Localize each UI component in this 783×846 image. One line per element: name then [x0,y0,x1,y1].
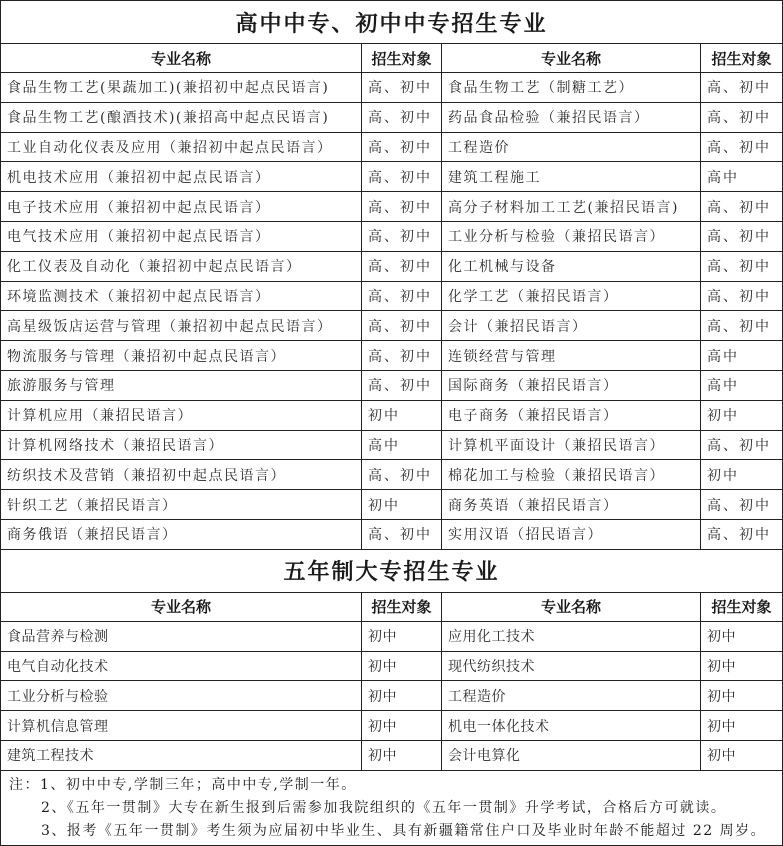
notes-row [1,770,783,845]
target-cell: 高、初中 [701,102,783,132]
major-name-cell: 电气自动化技术 [1,651,362,681]
header-target: 招生对象 [701,44,783,73]
section2-title-row [1,549,783,592]
major-name-cell: 物流服务与管理（兼招初中起点民语言） [1,341,362,371]
major-name-cell: 机电技术应用（兼招初中起点民语言） [1,162,362,192]
target-cell: 高、初中 [362,311,442,341]
target-cell: 高、初中 [701,192,783,222]
section2-title: 五年制大专招生专业 [1,549,783,592]
target-cell: 高、初中 [362,460,442,490]
target-cell: 高、初中 [362,370,442,400]
major-name-cell: 高星级饭店运营与管理（兼招初中起点民语言） [1,311,362,341]
major-name-cell: 工程造价 [442,132,701,162]
notes-cell [1,770,783,845]
target-cell: 高、初中 [362,102,442,132]
major-name-cell: 会计（兼招民语言） [442,311,701,341]
target-cell: 高中 [362,430,442,460]
major-name-cell: 商务英语（兼招民语言） [442,490,701,520]
section1-header-row [1,44,783,73]
target-cell: 初中 [362,651,442,681]
target-cell: 高、初中 [701,519,783,549]
major-name-cell: 建筑工程技术 [1,740,362,770]
major-name-cell: 商务俄语（兼招民语言） [1,519,362,549]
major-name-cell: 计算机网络技术（兼招民语言） [1,430,362,460]
table-row [1,370,783,400]
target-cell: 高中 [701,370,783,400]
table-row [1,681,783,711]
major-name-cell: 建筑工程施工 [442,162,701,192]
major-name-cell: 食品生物工艺(酿酒技术)(兼招高中起点民语言) [1,102,362,132]
note-line-1: 注：1、初中中专,学制三年；高中中专,学制一年。 [9,776,357,793]
major-name-cell: 食品生物工艺（制糖工艺） [442,73,701,103]
target-cell: 初中 [362,621,442,651]
section1-title-row [1,1,783,44]
major-name-cell: 应用化工技术 [442,621,701,651]
section2-header-row [1,592,783,621]
table-row [1,460,783,490]
note-line-3: 3、报考《五年一贯制》考生须为应届初中毕业生、具有新疆籍常住户口及毕业时年龄不能超过 22 周岁。 [41,822,767,839]
table-row [1,102,783,132]
major-name-cell: 会计电算化 [442,740,701,770]
header-major-name: 专业名称 [442,44,701,73]
table-row [1,711,783,741]
header-target: 招生对象 [362,592,442,621]
target-cell: 高、初中 [362,132,442,162]
table-row [1,162,783,192]
major-name-cell: 实用汉语（招民语言） [442,519,701,549]
major-name-cell: 连锁经营与管理 [442,341,701,371]
target-cell: 初中 [362,681,442,711]
table-row [1,192,783,222]
target-cell: 初中 [701,740,783,770]
major-name-cell: 国际商务（兼招民语言） [442,370,701,400]
major-name-cell: 工业分析与检验 [1,681,362,711]
table-row [1,740,783,770]
major-name-cell: 机电一体化技术 [442,711,701,741]
table-row [1,400,783,430]
header-major-name: 专业名称 [442,592,701,621]
target-cell: 高、初中 [701,311,783,341]
major-name-cell: 化学工艺（兼招民语言） [442,281,701,311]
table-row [1,519,783,549]
target-cell: 初中 [362,400,442,430]
major-name-cell: 旅游服务与管理 [1,370,362,400]
major-name-cell: 食品生物工艺(果蔬加工)(兼招初中起点民语言) [1,73,362,103]
major-name-cell: 化工机械与设备 [442,251,701,281]
major-name-cell: 计算机应用（兼招民语言） [1,400,362,430]
target-cell: 高、初中 [362,221,442,251]
target-cell: 初中 [701,711,783,741]
table-row [1,490,783,520]
major-name-cell: 电气技术应用（兼招初中起点民语言） [1,221,362,251]
target-cell: 高、初中 [362,251,442,281]
major-name-cell: 药品食品检验（兼招民语言） [442,102,701,132]
target-cell: 高、初中 [362,73,442,103]
major-name-cell: 计算机平面设计（兼招民语言） [442,430,701,460]
header-major-name: 专业名称 [1,592,362,621]
target-cell: 初中 [362,490,442,520]
target-cell: 初中 [362,740,442,770]
major-name-cell: 食品营养与检测 [1,621,362,651]
target-cell: 高中 [701,341,783,371]
major-name-cell: 高分子材料加工工艺(兼招民语言) [442,192,701,222]
major-name-cell: 电子技术应用（兼招初中起点民语言） [1,192,362,222]
table-row [1,73,783,103]
target-cell: 高、初中 [362,519,442,549]
table-row [1,430,783,460]
major-name-cell: 化工仪表及自动化（兼招初中起点民语言） [1,251,362,281]
target-cell: 初中 [701,400,783,430]
major-name-cell: 现代纺织技术 [442,651,701,681]
target-cell: 高、初中 [362,192,442,222]
table-row [1,621,783,651]
major-name-cell: 环境监测技术（兼招初中起点民语言） [1,281,362,311]
table-row [1,651,783,681]
major-name-cell: 棉花加工与检验（兼招民语言） [442,460,701,490]
header-target: 招生对象 [701,592,783,621]
target-cell: 高、初中 [701,490,783,520]
major-name-cell: 计算机信息管理 [1,711,362,741]
table-row [1,341,783,371]
target-cell: 高、初中 [701,221,783,251]
target-cell: 高、初中 [362,162,442,192]
major-name-cell: 工程造价 [442,681,701,711]
major-name-cell: 纺织技术及营销（兼招初中起点民语言） [1,460,362,490]
table-row [1,221,783,251]
target-cell: 初中 [362,711,442,741]
major-name-cell: 电子商务（兼招民语言） [442,400,701,430]
target-cell: 高、初中 [362,341,442,371]
table-row [1,311,783,341]
note-line-2: 2、《五年一贯制》大专在新生报到后需参加我院组织的《五年一贯制》升学考试，合格后方可就读。 [41,799,727,816]
target-cell: 高、初中 [701,251,783,281]
header-target: 招生对象 [362,44,442,73]
header-major-name: 专业名称 [1,44,362,73]
target-cell: 高、初中 [362,281,442,311]
target-cell: 初中 [701,460,783,490]
table-row [1,281,783,311]
major-name-cell: 工业自动化仪表及应用（兼招初中起点民语言） [1,132,362,162]
target-cell: 初中 [701,681,783,711]
major-name-cell: 针织工艺（兼招民语言） [1,490,362,520]
section1-title: 高中中专、初中中专招生专业 [1,1,783,44]
table-row [1,132,783,162]
target-cell: 高、初中 [701,132,783,162]
table-row [1,251,783,281]
major-name-cell: 工业分析与检验（兼招民语言） [442,221,701,251]
target-cell: 初中 [701,651,783,681]
target-cell: 初中 [701,621,783,651]
target-cell: 高、初中 [701,430,783,460]
target-cell: 高、初中 [701,281,783,311]
target-cell: 高、初中 [701,73,783,103]
target-cell: 高中 [701,162,783,192]
